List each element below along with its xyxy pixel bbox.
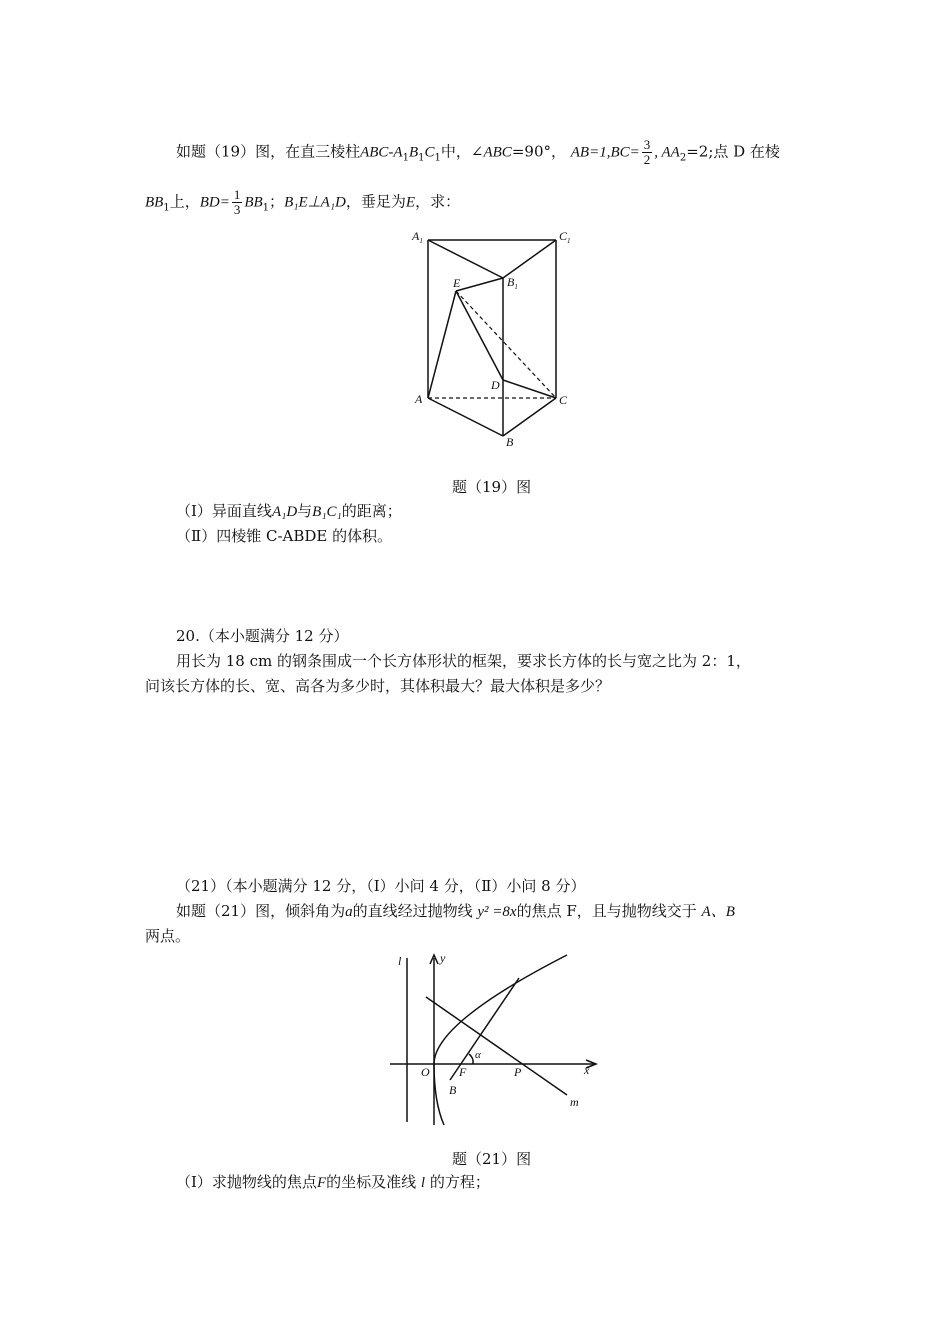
q21-line1: 如题（21）图，倾斜角为a的直线经过抛物线 y² =8x的焦点 F，且与抛物线交于 A、B bbox=[176, 902, 735, 920]
label-P: P bbox=[514, 1065, 522, 1079]
label-A1: $A_1$ bbox=[412, 229, 423, 245]
label-l: l bbox=[398, 954, 402, 968]
q21-line2: 两点。 bbox=[145, 927, 191, 945]
label-E: E bbox=[453, 276, 461, 290]
label-A: A bbox=[415, 392, 423, 406]
label-B1: $B_1$ bbox=[507, 275, 518, 291]
label-C1: $C_1$ bbox=[559, 229, 571, 245]
q19-part1: （Ⅰ）异面直线A₁D与B₁C₁的距离； bbox=[176, 502, 402, 520]
label-x: x bbox=[584, 1063, 590, 1077]
q19-line2: $BB_1$上，BD= $\frac{1}{3}$ $BB_1$；B₁E⊥A₁D，垂足为E，求： bbox=[145, 187, 461, 217]
label-alpha: α bbox=[475, 1049, 481, 1061]
figure19-caption: 题（19）图 bbox=[452, 478, 532, 496]
label-C: C bbox=[559, 393, 568, 407]
q21-header: （21）（本小题满分 12 分，（Ⅰ）小问 4 分，（Ⅱ）小问 8 分） bbox=[176, 877, 586, 895]
q19-part2: （Ⅱ）四棱锥 C-ABDE 的体积。 bbox=[176, 527, 393, 545]
label-y: y bbox=[440, 951, 446, 965]
figure21-caption: 题（21）图 bbox=[452, 1150, 532, 1168]
q20-line2: 问该长方体的长、宽、高各为多少时，其体积最大？最大体积是多少？ bbox=[145, 677, 611, 695]
label-m: m bbox=[570, 1095, 579, 1109]
q21-part1: （Ⅰ）求抛物线的焦点F的坐标及准线 l 的方程； bbox=[176, 1173, 490, 1191]
q19-line1: 如题（19）图，在直三棱柱ABC-$A_1B_1C_1$中，∠ABC=90°， AB=1,BC= $\frac{3}{2}$ , $AA_2=2$;点 D 在棱 bbox=[176, 137, 780, 167]
fraction-one-third: $\frac{1}{3}$ bbox=[233, 187, 241, 217]
label-F: F bbox=[459, 1065, 467, 1079]
label-B: B bbox=[506, 435, 514, 449]
q20-line1: 用长为 18 cm 的钢条围成一个长方体形状的框架，要求长方体的长与宽之比为 2：1， bbox=[176, 652, 751, 670]
fraction-three-halves: $\frac{3}{2}$ bbox=[643, 137, 651, 167]
label-D: D bbox=[491, 378, 500, 392]
label-O: O bbox=[421, 1065, 430, 1079]
label-B: B bbox=[449, 1083, 457, 1097]
q20-header: 20.（本小题满分 12 分） bbox=[176, 627, 349, 645]
